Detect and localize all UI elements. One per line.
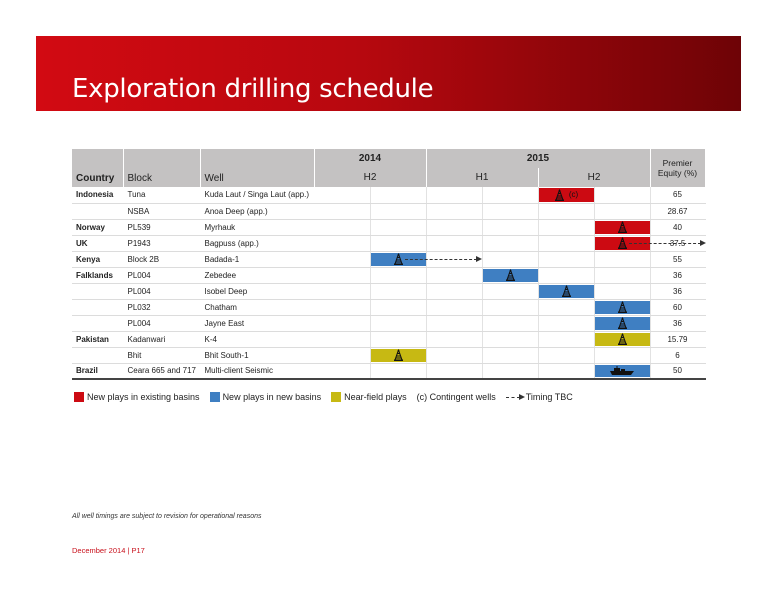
timeline-cell <box>426 267 482 283</box>
drilling-rig-icon <box>617 317 628 329</box>
timeline-cell <box>482 235 538 251</box>
timeline-cell <box>314 283 370 299</box>
header-2014-h2: H2 <box>314 168 426 187</box>
timeline-cell <box>594 219 650 235</box>
row-block: Tuna <box>123 187 200 203</box>
timeline-cell <box>482 187 538 203</box>
timeline-cell <box>426 235 482 251</box>
schedule-bar-red <box>595 221 650 234</box>
table-row <box>72 347 705 363</box>
schedule-bar-yellow <box>595 333 650 346</box>
timeline-cell <box>482 267 538 283</box>
timeline-cell <box>594 331 650 347</box>
title-banner <box>36 36 741 111</box>
footnote: All well timings are subject to revision for operational reasons <box>72 513 262 520</box>
timeline-cell <box>426 187 482 203</box>
seismic-vessel-icon <box>609 366 635 376</box>
timeline-cell <box>426 299 482 315</box>
legend-item-yellow <box>331 392 407 402</box>
timeline-cell <box>314 347 370 363</box>
row-well: Kuda Laut / Singa Laut (app.) <box>200 187 314 203</box>
header-2015-h2: H2 <box>538 168 650 187</box>
timeline-cell <box>482 347 538 363</box>
header-row-years <box>72 149 705 168</box>
row-well: Isobel Deep <box>200 283 314 299</box>
row-block: P1943 <box>123 235 200 251</box>
row-well: Chatham <box>200 299 314 315</box>
legend <box>74 392 583 402</box>
table-row <box>72 315 705 331</box>
table-row <box>72 363 705 379</box>
timeline-cell <box>314 219 370 235</box>
table-row <box>72 203 705 219</box>
timeline-cell <box>314 331 370 347</box>
legend-label-red: New plays in existing basins <box>87 392 200 402</box>
timeline-cell <box>594 235 650 251</box>
legend-item-contingent <box>417 392 496 402</box>
row-block: Kadanwari <box>123 331 200 347</box>
legend-item-timing <box>506 392 573 402</box>
timeline-cell <box>482 315 538 331</box>
row-country: Kenya <box>72 251 123 267</box>
timeline-cell <box>370 315 426 331</box>
footer-date-page: December 2014 | P17 <box>72 546 145 555</box>
legend-label-timing: Timing TBC <box>525 392 573 402</box>
schedule-bar-red <box>539 188 594 202</box>
row-country: Falklands <box>72 267 123 283</box>
timeline-cell <box>370 187 426 203</box>
timeline-cell <box>314 203 370 219</box>
header-year-2015: 2015 <box>426 149 650 168</box>
table-row <box>72 187 705 203</box>
row-equity: 60 <box>650 299 705 315</box>
row-equity: 37.5 <box>650 235 705 251</box>
timeline-cell <box>538 299 594 315</box>
timeline-cell <box>482 363 538 379</box>
timeline-cell <box>538 331 594 347</box>
row-block: PL539 <box>123 219 200 235</box>
table-row <box>72 267 705 283</box>
row-country <box>72 299 123 315</box>
row-equity: 36 <box>650 315 705 331</box>
legend-swatch-blue <box>210 392 220 402</box>
schedule-bar-blue <box>595 301 650 314</box>
table-row <box>72 299 705 315</box>
timeline-cell <box>538 187 594 203</box>
row-country: Pakistan <box>72 331 123 347</box>
page-title: Exploration drilling schedule <box>72 74 434 104</box>
drilling-rig-icon <box>617 237 628 249</box>
timeline-cell <box>594 315 650 331</box>
timeline-cell <box>426 315 482 331</box>
table-row <box>72 331 705 347</box>
table-row <box>72 235 705 251</box>
timeline-cell <box>594 299 650 315</box>
row-equity: 50 <box>650 363 705 379</box>
timeline-cell <box>594 187 650 203</box>
contingent-marker: (c) <box>568 190 579 200</box>
row-equity: 36 <box>650 267 705 283</box>
timeline-cell <box>314 363 370 379</box>
timeline-cell <box>482 219 538 235</box>
legend-label-yellow: Near-field plays <box>344 392 407 402</box>
timeline-cell <box>314 315 370 331</box>
timeline-cell <box>426 331 482 347</box>
timeline-cell <box>594 283 650 299</box>
timeline-cell <box>314 187 370 203</box>
row-well: Badada-1 <box>200 251 314 267</box>
timeline-cell <box>538 235 594 251</box>
legend-item-red <box>74 392 200 402</box>
timeline-cell <box>482 203 538 219</box>
timing-arrow-icon <box>629 243 701 244</box>
row-well: K-4 <box>200 331 314 347</box>
legend-label-blue: New plays in new basins <box>222 392 322 402</box>
timeline-cell <box>594 251 650 267</box>
timeline-cell <box>426 363 482 379</box>
row-well: Multi-client Seismic <box>200 363 314 379</box>
timeline-cell <box>370 235 426 251</box>
schedule-bar-yellow <box>371 349 426 362</box>
timeline-cell <box>370 219 426 235</box>
timeline-cell <box>538 267 594 283</box>
header-well: Well <box>200 149 314 187</box>
row-well: Jayne East <box>200 315 314 331</box>
timeline-cell <box>538 203 594 219</box>
timeline-cell <box>594 363 650 379</box>
timeline-cell <box>482 299 538 315</box>
timeline-cell <box>314 299 370 315</box>
row-country: UK <box>72 235 123 251</box>
header-2015-h1: H1 <box>426 168 538 187</box>
row-equity: 55 <box>650 251 705 267</box>
row-block: PL004 <box>123 315 200 331</box>
row-block: PL004 <box>123 283 200 299</box>
timeline-cell <box>370 203 426 219</box>
row-country <box>72 283 123 299</box>
timing-arrow-icon <box>506 397 520 398</box>
drilling-rig-icon <box>554 189 565 201</box>
timeline-cell <box>314 235 370 251</box>
timeline-cell <box>370 267 426 283</box>
row-block: PL032 <box>123 299 200 315</box>
legend-item-blue <box>210 392 322 402</box>
drilling-rig-icon <box>617 333 628 345</box>
timeline-cell <box>426 203 482 219</box>
drilling-rig-icon <box>617 301 628 313</box>
row-well: Bhit South-1 <box>200 347 314 363</box>
timeline-cell <box>314 267 370 283</box>
timeline-cell <box>314 251 370 267</box>
row-block: Ceara 665 and 717 <box>123 363 200 379</box>
timeline-cell <box>482 251 538 267</box>
row-well: Bagpuss (app.) <box>200 235 314 251</box>
header-equity: Premier Equity (%) <box>650 149 705 187</box>
legend-swatch-yellow <box>331 392 341 402</box>
table-row <box>72 283 705 299</box>
timeline-cell <box>538 219 594 235</box>
row-equity: 28.67 <box>650 203 705 219</box>
timeline-cell <box>370 363 426 379</box>
drilling-schedule-table <box>72 149 706 380</box>
table-row <box>72 251 705 267</box>
row-country <box>72 315 123 331</box>
schedule-bar-blue <box>539 285 594 298</box>
drilling-rig-icon <box>393 253 404 265</box>
row-block: Bhit <box>123 347 200 363</box>
drilling-rig-icon <box>393 349 404 361</box>
timeline-cell <box>370 251 426 267</box>
legend-swatch-red <box>74 392 84 402</box>
row-country <box>72 347 123 363</box>
timeline-cell <box>370 331 426 347</box>
row-equity: 6 <box>650 347 705 363</box>
row-country: Norway <box>72 219 123 235</box>
row-country: Brazil <box>72 363 123 379</box>
header-block: Block <box>123 149 200 187</box>
timeline-cell <box>426 219 482 235</box>
row-equity: 40 <box>650 219 705 235</box>
row-well: Myrhauk <box>200 219 314 235</box>
row-country: Indonesia <box>72 187 123 203</box>
timeline-cell <box>482 331 538 347</box>
header-country: Country <box>72 149 123 187</box>
drilling-rig-icon <box>505 269 516 281</box>
header-year-2014: 2014 <box>314 149 426 168</box>
row-block: NSBA <box>123 203 200 219</box>
row-country <box>72 203 123 219</box>
timeline-cell <box>538 251 594 267</box>
schedule-bar-blue <box>595 317 650 330</box>
schedule-bar-blue <box>595 365 650 378</box>
timeline-cell <box>594 267 650 283</box>
legend-label-contingent: (c) Contingent wells <box>416 392 496 402</box>
schedule-bar-blue <box>483 269 538 282</box>
timeline-cell <box>594 203 650 219</box>
timeline-cell <box>538 347 594 363</box>
table-row <box>72 219 705 235</box>
timeline-cell <box>426 283 482 299</box>
row-equity: 36 <box>650 283 705 299</box>
schedule-body <box>72 187 705 379</box>
timeline-cell <box>594 347 650 363</box>
row-equity: 15.79 <box>650 331 705 347</box>
timeline-cell <box>370 299 426 315</box>
timeline-cell <box>426 347 482 363</box>
timeline-cell <box>370 347 426 363</box>
row-well: Zebedee <box>200 267 314 283</box>
drilling-rig-icon <box>617 221 628 233</box>
timeline-cell <box>482 283 538 299</box>
timeline-cell <box>538 283 594 299</box>
timeline-cell <box>538 363 594 379</box>
timeline-cell <box>538 315 594 331</box>
row-block: PL004 <box>123 267 200 283</box>
timing-arrow-icon <box>405 259 477 260</box>
timeline-cell <box>370 283 426 299</box>
row-equity: 65 <box>650 187 705 203</box>
drilling-rig-icon <box>561 285 572 297</box>
row-well: Anoa Deep (app.) <box>200 203 314 219</box>
row-block: Block 2B <box>123 251 200 267</box>
